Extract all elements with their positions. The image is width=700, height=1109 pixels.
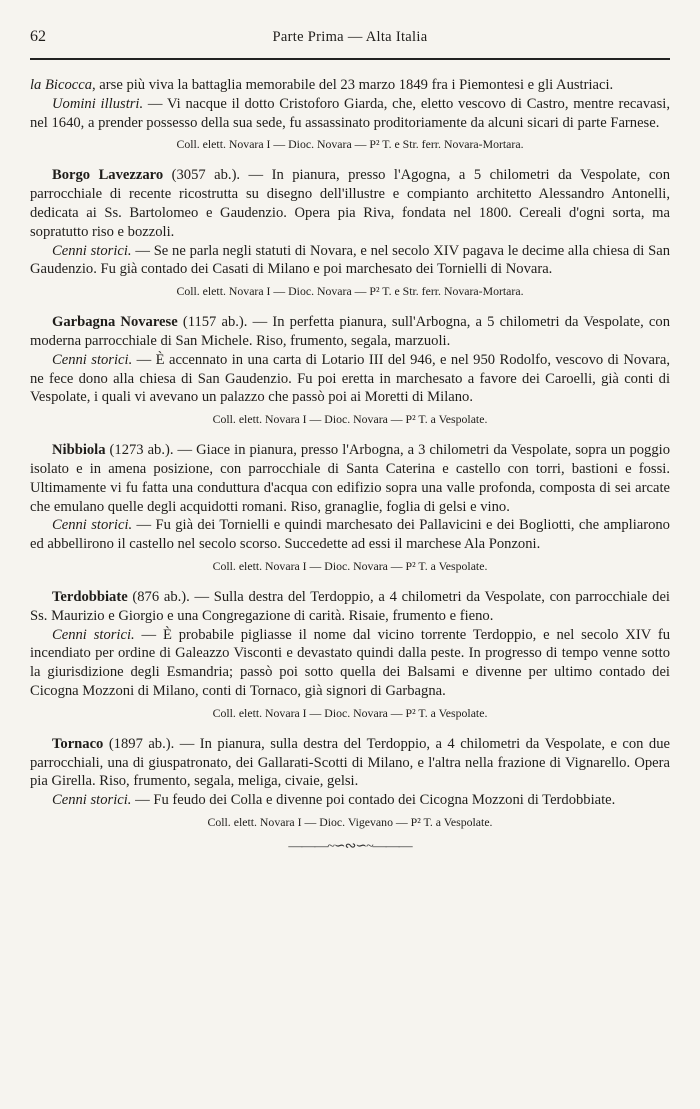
entry-coll-line: Coll. elett. Novara I — Dioc. Novara — P² T. e Str. ferr. Novara-Mortara. [176, 284, 524, 299]
cenni-label: Cenni storici. [52, 626, 135, 643]
entry-desc: (1897 ab.). — In pianura, sulla destra del Terdoppio, a 4 chilometri da Vespolate, e con due parrocchiali, una di giuspatronato, dei Gallarati-Scotti di Milano, e l'altra nella frazione di Vignarello. Opera pia Girella. Riso, frumento, segala, meliga, civaie, gelsi. [30, 735, 670, 790]
entry-garbagna-novarese [30, 313, 670, 427]
entry-coll-line: Coll. elett. Novara I — Dioc. Novara — P² T. a Vespolate. [212, 412, 488, 427]
entry-coll-line: Coll. elett. Novara I — Dioc. Vigevano — P² T. a Vespolate. [207, 814, 493, 829]
cenni-label: Cenni storici. [52, 351, 133, 368]
entry-coll-line: Coll. elett. Novara I — Dioc. Novara — P² T. a Vespolate. [212, 558, 488, 573]
entry-desc: (876 ab.). — Sulla destra del Terdoppio, a 4 chilometri da Vespolate, con parrocchiale dei Ss. Maurizio e Giorgio e una Congregazione di carità. Risaie, frumento e fieno. [30, 588, 670, 624]
entry-description [30, 441, 670, 516]
uomini-label: Uomini illustri. [52, 95, 144, 112]
cenni-label: Cenni storici. [52, 242, 132, 259]
running-header [30, 28, 670, 60]
page-body [30, 76, 670, 857]
cenni-text: — Fu feudo dei Colla e divenne poi contado dei Cicogna Mozzoni di Terdobbiate. [131, 792, 616, 809]
entry-cenni [30, 626, 670, 701]
intro-place: la Bicocca [30, 77, 92, 93]
entry-cenni [30, 516, 670, 554]
uomini-illustri-paragraph [30, 95, 670, 133]
entry-desc: (3057 ab.). — In pianura, presso l'Agogna, a 5 chilometri da Vespolate, con parrocchiale di recente ricostrutta su disegno dell'illustre e compianto architetto Alessandro Antonelli, dedicata ai Ss. Bartolomeo e Gaudenzio. Opera pia Riva, fondata nel 1800. Cereali d'ogni sorta, ma sopratutto riso e bozzoli. [30, 167, 670, 240]
intro-text: , arse più viva la battaglia memorabile del 23 marzo 1849 fra i Piemontesi e gli Austriaci. [92, 77, 614, 93]
entry-name: Tornaco [52, 735, 104, 752]
entry-description [30, 313, 670, 351]
entry-description [30, 588, 670, 626]
entry-name: Borgo Lavezzaro [52, 167, 164, 184]
entry-tornaco [30, 735, 670, 830]
entry-cenni [30, 791, 670, 810]
entry-desc: (1157 ab.). — In perfetta pianura, sull'Arbogna, a 5 chilometri da Vespolate, con moderna parrocchiale di San Michele. Riso, frumento, segala, marzuoli. [30, 314, 670, 349]
entry-nibbiola [30, 441, 670, 574]
entry-terdobbiate [30, 588, 670, 721]
running-title: Parte Prima — Alta Italia [272, 29, 428, 45]
entry-desc: (1273 ab.). — Giace in pianura, presso l'Arbogna, a 3 chilometri da Vespolate, sopra un poggio isolato e in amena posizione, con parrocchiale di Santa Caterina e castello con torri, bastioni e fossi. Ultimamente vi fu fatta una conduttura d'acqua con edifizio sopra una valle profonda, composta di sei arcate che emulano quelle degli acquidotti romani. Riso, granaglie, foglia di gelsi e vino. [30, 442, 670, 515]
entry-name: Garbagna Novarese [52, 314, 178, 331]
cenni-label: Cenni storici. [52, 792, 132, 809]
entry-cenni [30, 242, 670, 280]
intro-coll-line: Coll. elett. Novara I — Dioc. Novara — P² T. e Str. ferr. Novara-Mortara. [176, 137, 524, 152]
entry-description [30, 166, 670, 241]
page-number: 62 [30, 28, 46, 45]
uomini-text: — Vi nacque il dotto Cristoforo Giarda, che, eletto vescovo di Castro, mentre recavasi, nel 1640, a prender possesso della sua sede, fu assassinato proditoriamente da alcuni sicari di parte Farnese. [30, 95, 670, 131]
entry-description [30, 735, 670, 791]
cenni-text: — Se ne parla negli statuti di Novara, e nel secolo XIV pagava le decime alla chiesa di San Gaudenzio. Fu già contado dei Casati di Milano e poi marchesato dei Tornielli di Novara. [30, 242, 670, 278]
entry-name: Terdobbiate [52, 588, 128, 605]
cenni-text: — È accennato in una carta di Lotario III del 946, e nel 950 Rodolfo, vescovo di Novara, ne fece dono alla chiesa di San Gaudenzio. Fu poi eretta in marchesato a favore dei Caroelli, già conti di Vespolate, i quali vi avevano un palazzo che passò poi ai Moretti di Milano. [30, 351, 670, 406]
cenni-text: — Fu già dei Tornielli e quindi marchesato dei Pallavicini e dei Bogliotti, che ampliarono ed abbellirono il castello nel secolo scorso. Succedette ad essi il marchese Ala Ponzoni. [30, 517, 670, 553]
entry-coll-line: Coll. elett. Novara I — Dioc. Novara — P² T. a Vespolate. [212, 705, 488, 720]
entry-cenni [30, 351, 670, 407]
entry-borgo-lavezzaro [30, 166, 670, 299]
cenni-text: — È probabile pigliasse il nome dal vicino torrente Terdoppio, e nel secolo XIV fu incendiato per ordine di Galeazzo Visconti e devastato quindi dalla peste. In progresso di tempo venne sotto la giurisdizione degli Esmandria; passò poi sotto quella dei Balsami e divenne per ultimo contado dei Cicogna Mozzoni di Milano, conti di Tornaco, già signori di Garbagna. [30, 626, 670, 699]
entry-name: Nibbiola [52, 442, 106, 459]
ornament-divider: ———~∽∾∽~——— [288, 838, 412, 854]
cenni-label: Cenni storici. [52, 517, 133, 534]
intro-paragraph [30, 76, 670, 95]
